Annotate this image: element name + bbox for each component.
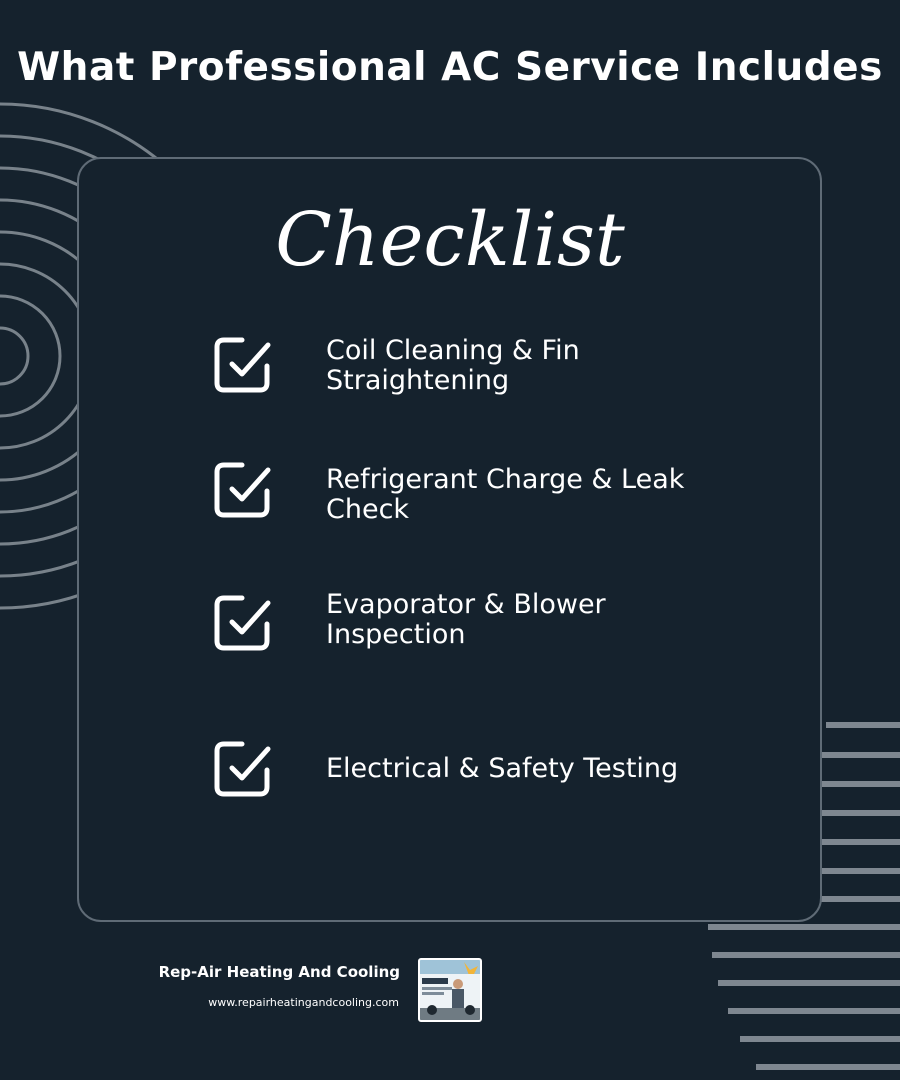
checkbox-checked-icon [212, 592, 274, 654]
van-photo-icon [420, 960, 480, 1020]
company-website: www.repairheatingandcooling.com [208, 996, 399, 1009]
checklist-heading: Checklist [275, 197, 625, 283]
checklist-item-label: Refrigerant Charge & Leak Check [326, 464, 685, 525]
page-title: What Professional AC Service Includes [17, 45, 883, 90]
checklist-item-label: Electrical & Safety Testing [326, 753, 679, 784]
checkbox-checked-icon [212, 334, 274, 396]
checkbox-checked-icon [212, 459, 274, 521]
checklist-item-label: Coil Cleaning & Fin Straightening [326, 335, 580, 396]
checklist-item-label: Evaporator & Blower Inspection [326, 589, 606, 650]
company-photo [418, 958, 482, 1022]
company-name: Rep-Air Heating And Cooling [158, 963, 400, 981]
checkbox-checked-icon [212, 738, 274, 800]
